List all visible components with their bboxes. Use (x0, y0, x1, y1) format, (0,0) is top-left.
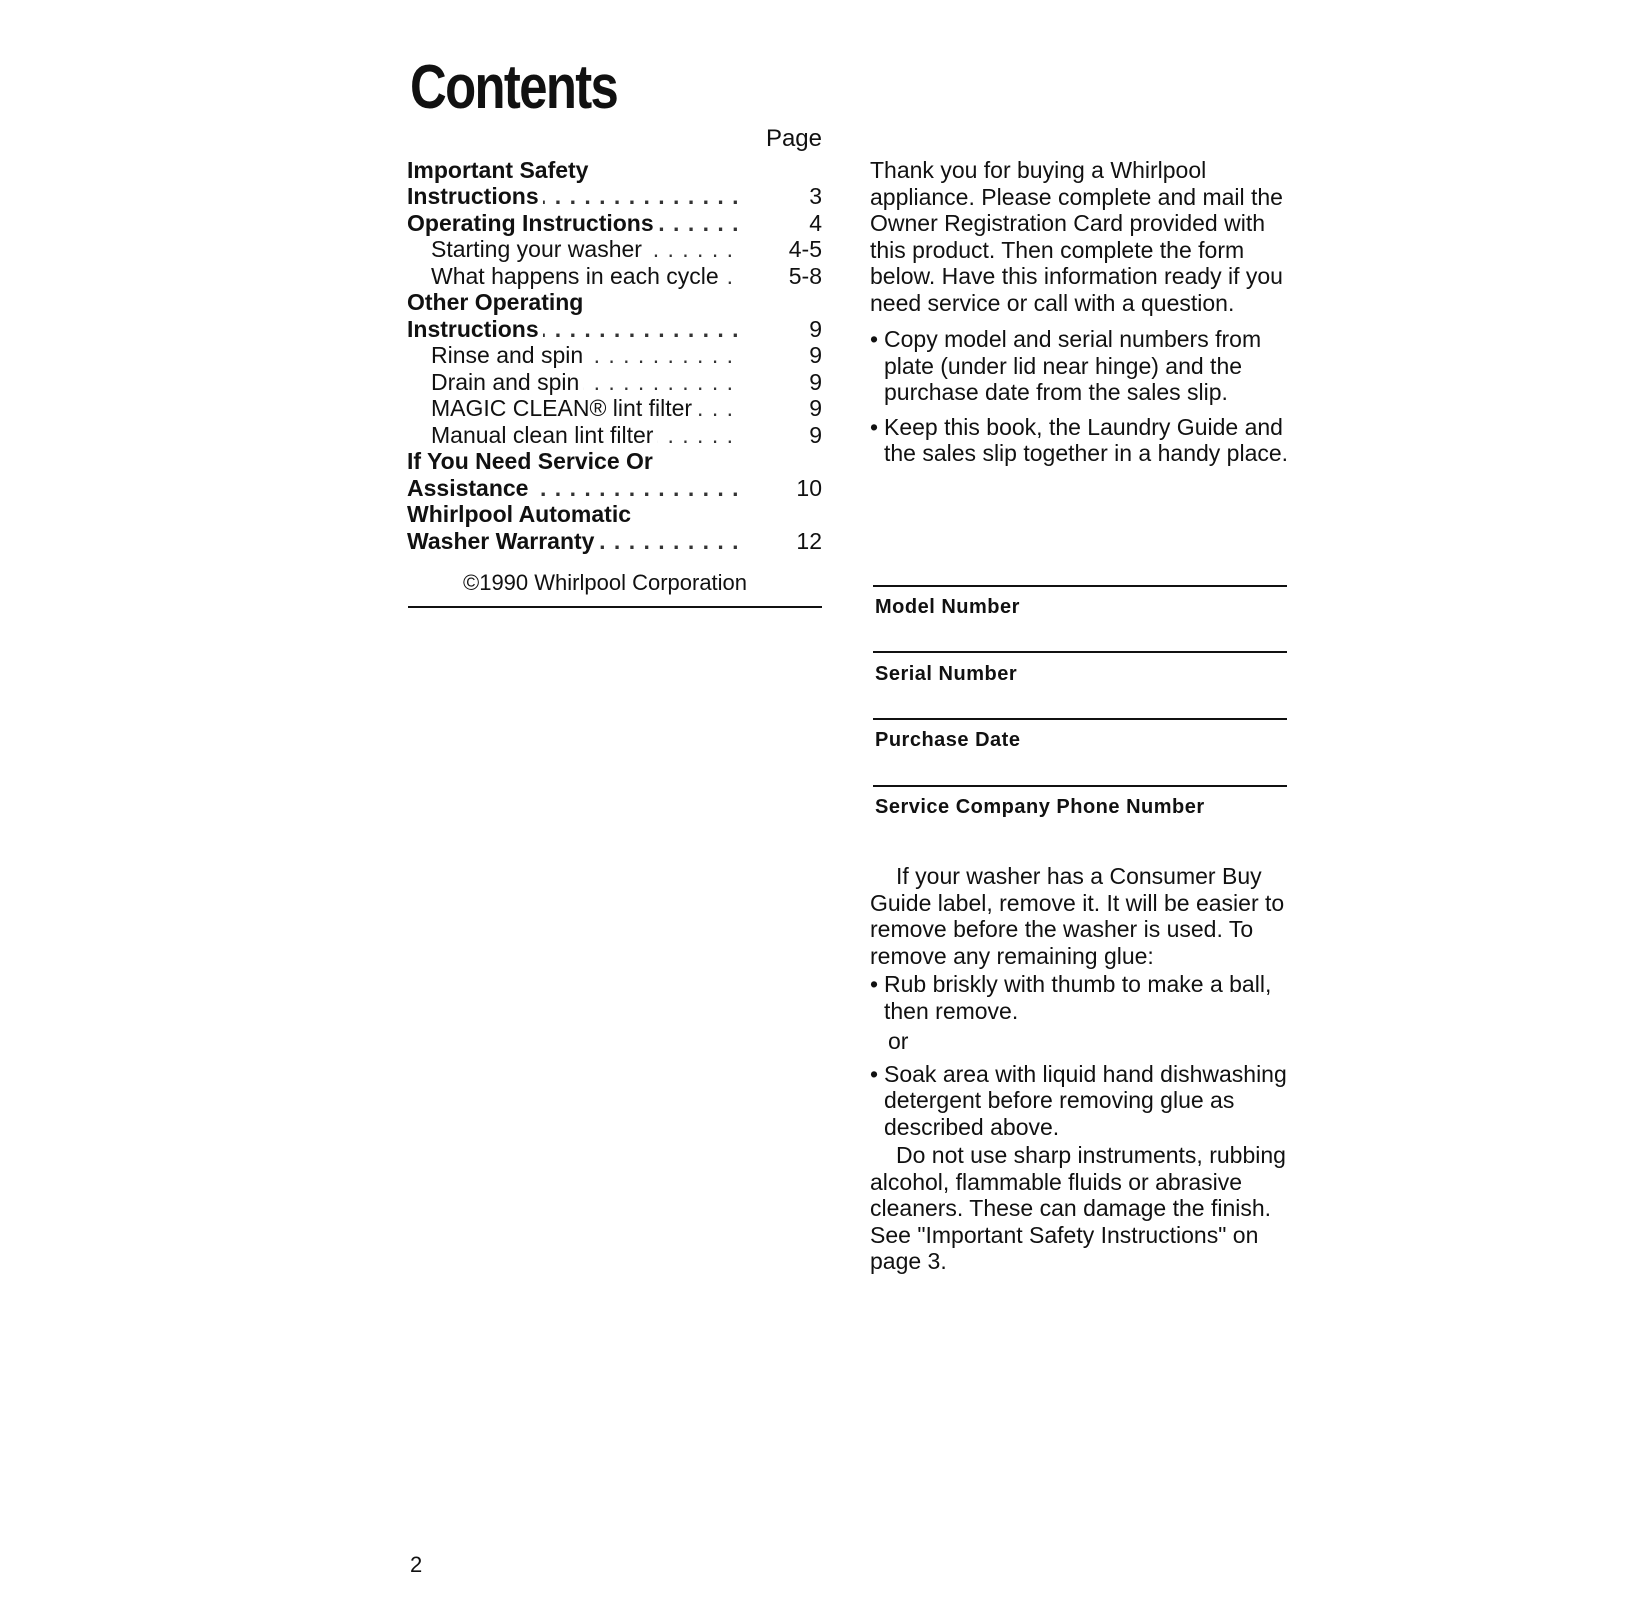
toc-entry: Other Operating (407, 289, 584, 315)
toc-entry: Rinse and spin . . . 9 (407, 342, 822, 369)
toc-entry: What happens in each cycle . . . 5-8 (407, 263, 822, 290)
list-item: • Rub briskly with thumb to make a ball, then remove. (870, 971, 1272, 1024)
divider (408, 606, 822, 608)
intro-paragraph: Thank you for buying a Whirlpool appliance. Please complete and mail the Owner Registration Card provided with this product. Then complete the form below. Have this information ready if you need service or call with a question. (870, 157, 1283, 316)
list-item: • Keep this book, the Laundry Guide and the sales slip together in a handy place. (870, 413, 1289, 466)
toc-entry: Drain and spin . . . 9 (407, 369, 822, 396)
toc-entry: Whirlpool Automatic (407, 501, 632, 527)
bullet-icon: • (870, 971, 879, 997)
purchase-date-label: Purchase Date (875, 729, 1021, 751)
bullet-icon: • (870, 326, 879, 352)
toc-entry: Assistance . . . 10 (407, 475, 822, 502)
intro-section (870, 157, 1290, 467)
copyright-notice: ©1990 Whirlpool Corporation (463, 570, 748, 595)
purchase-date-line[interactable] (873, 718, 1287, 720)
list-item: • Copy model and serial numbers from plate (under lid near hinge) and the purchase date from the sales slip. (870, 326, 1262, 405)
list-item: • Soak area with liquid hand dishwashing detergent before removing glue as described above. (870, 1060, 1287, 1140)
bullet-icon: • (870, 413, 879, 440)
service-phone-label: Service Company Phone Number (875, 796, 1205, 818)
page-title: Contents (410, 53, 618, 122)
toc-entry: Instructions . . . 3 (407, 183, 822, 210)
toc-entry: Operating Instructions . . . 4 (407, 210, 822, 237)
service-phone-line[interactable] (873, 785, 1287, 787)
warning-paragraph: Do not use sharp instruments, rubbing alcohol, flammable fluids or abrasive cleaners. These can damage the finish. See "Important Safety Instructions" on page 3. (870, 1142, 1286, 1274)
toc-entry: Washer Warranty . . . 12 (407, 528, 822, 555)
toc-entry: Starting your washer . . . 4-5 (407, 236, 822, 263)
model-number-line[interactable] (873, 585, 1287, 587)
toc-entry: Important Safety (407, 156, 589, 183)
model-number-label: Model Number (875, 596, 1020, 618)
bullet-icon: • (870, 1060, 879, 1087)
page-number: 2 (410, 1552, 423, 1577)
glue-removal-section (870, 863, 1290, 1275)
toc-entry: MAGIC CLEAN® lint filter . . . 9 (407, 395, 822, 422)
serial-number-label: Serial Number (875, 663, 1018, 685)
toc-page-header: Page (765, 125, 822, 152)
toc-entry: Manual clean lint filter . . . 9 (407, 422, 822, 449)
or-text: or (888, 1028, 909, 1054)
toc-entry: Instructions . . . 9 (407, 316, 822, 343)
serial-number-line[interactable] (873, 651, 1287, 653)
glue-intro: If your washer has a Consumer Buy Guide label, remove it. It will be easier to remove before the washer is used. To remove any remaining glue: (870, 863, 1285, 969)
table-of-contents (407, 126, 822, 554)
toc-entry: If You Need Service Or (407, 448, 653, 474)
